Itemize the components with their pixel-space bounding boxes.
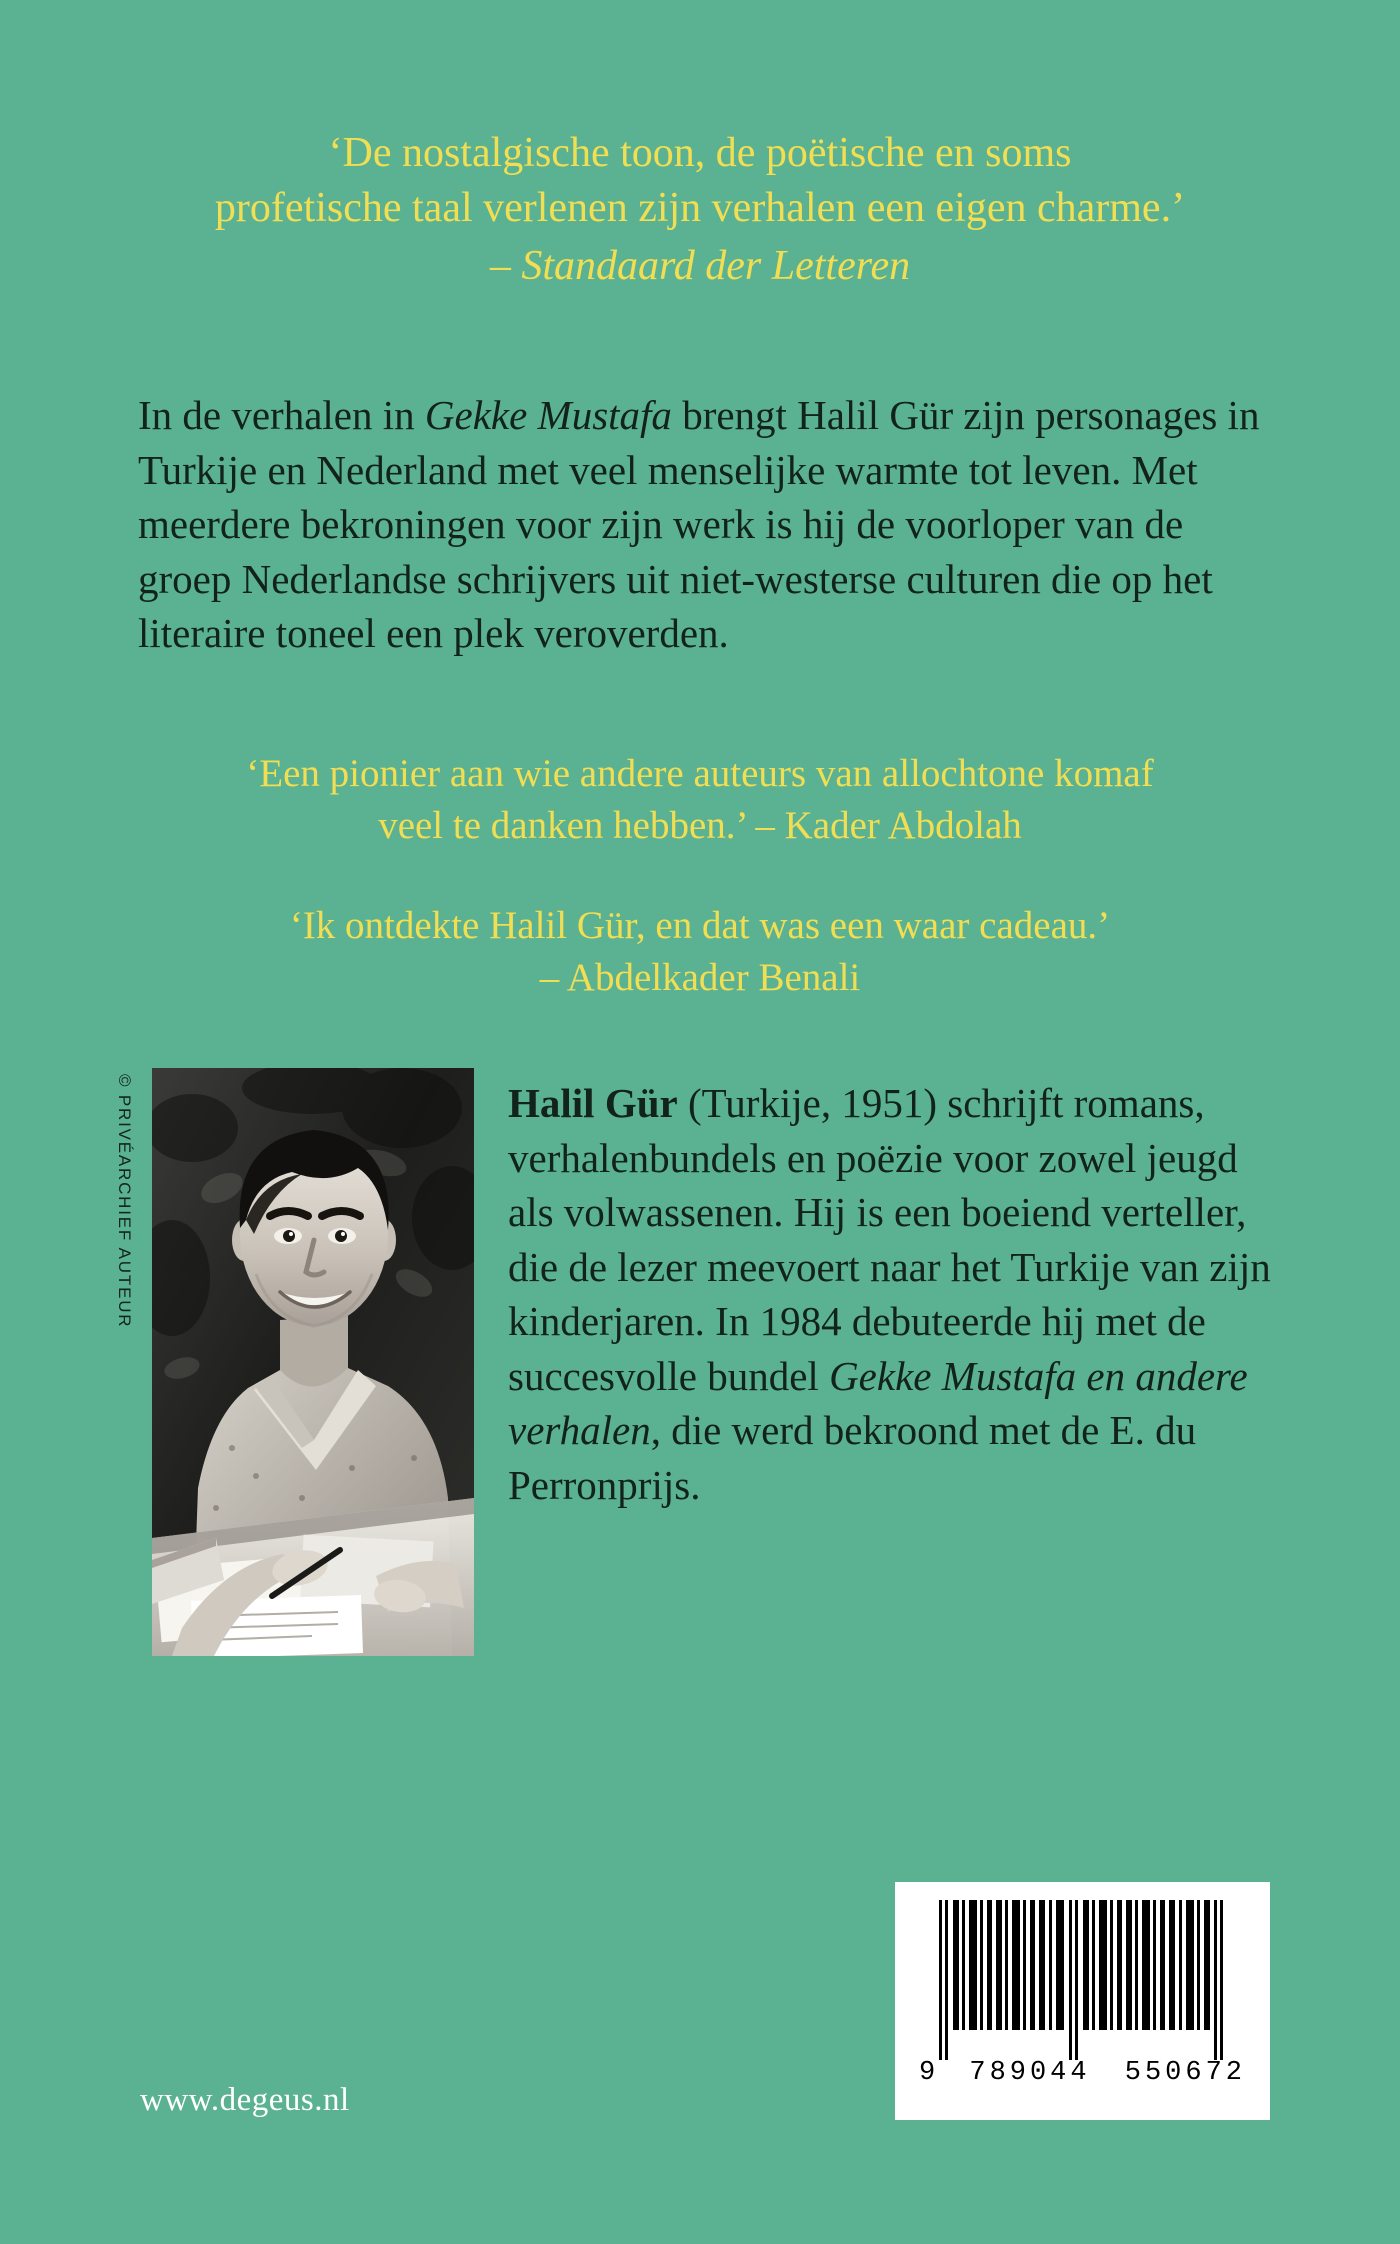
author-portrait-illustration (152, 1068, 474, 1656)
book-description (138, 388, 1268, 661)
photo-credit (110, 1068, 144, 1656)
blurb-text-part-2: brengt Halil Gür zijn personages in Turkije en Nederland met veel menselijke warmte tot leven. Met meerdere bekroningen voor zijn werk is hij de voorloper van de groep Nederlandse schrijvers uit niet-westerse culturen die op het literaire toneel een plek veroverden. (138, 392, 1260, 657)
review-quote-abdolah-line-2: veel te danken hebben.’ – Kader Abdolah (378, 803, 1022, 847)
barcode-group-right: 550672 (1124, 2058, 1246, 2088)
review-quote-top-attribution: – Standaard der Letteren (489, 243, 911, 290)
barcode-group-left: 789044 (969, 2058, 1091, 2088)
isbn-barcode (895, 1882, 1270, 2120)
photo-credit-label: © PRIVÉARCHIEF AUTEUR (115, 1074, 134, 1329)
barcode-bars (917, 1900, 1248, 2060)
blurb-title-italic: Gekke Mustafa (424, 392, 672, 438)
author-bio-part-1: (Turkije, 1951) schrijft romans, verhalenbundels en poëzie voor zowel jeugd als volwassenen. Hij is een boeiend verteller, die de lezer meevoert naar het Turkije van zijn kinderjaren. In 1984 debuteerde hij met de succesvolle bundel (508, 1080, 1271, 1399)
author-section (110, 1068, 1290, 1656)
barcode-lead-digit: 9 (919, 2058, 936, 2088)
author-biography (508, 1068, 1290, 1512)
blurb-text-part-1: In de verhalen in (138, 392, 425, 438)
review-quote-top-line-1: ‘De nostalgische toon, de poëtische en soms (328, 130, 1072, 176)
publisher-website[interactable]: www.degeus.nl (140, 2082, 350, 2118)
review-quote-abdolah-line-1: ‘Een pionier aan wie andere auteurs van allochtone komaf (246, 752, 1154, 795)
review-quote-benali-line-2: – Abdelkader Benali (539, 955, 861, 999)
review-quote-benali (0, 900, 1400, 1004)
review-quote-top-line-2: profetische taal verlenen zijn verhalen een eigen charme.’ (214, 184, 1186, 231)
author-bio-part-2: , die werd bekroond met de E. du Perronprijs. (508, 1407, 1197, 1508)
review-quote-top (0, 126, 1400, 294)
review-quote-abdolah (0, 748, 1400, 852)
author-bio-title-italic: Gekke Mustafa en andere verhalen (508, 1352, 1248, 1454)
review-quote-benali-line-1: ‘Ik ontdekte Halil Gür, en dat was een waar cadeau.’ (289, 904, 1111, 947)
barcode-digits (917, 2058, 1248, 2088)
author-name: Halil Gür (508, 1080, 678, 1126)
author-portrait-photo (152, 1068, 474, 1656)
